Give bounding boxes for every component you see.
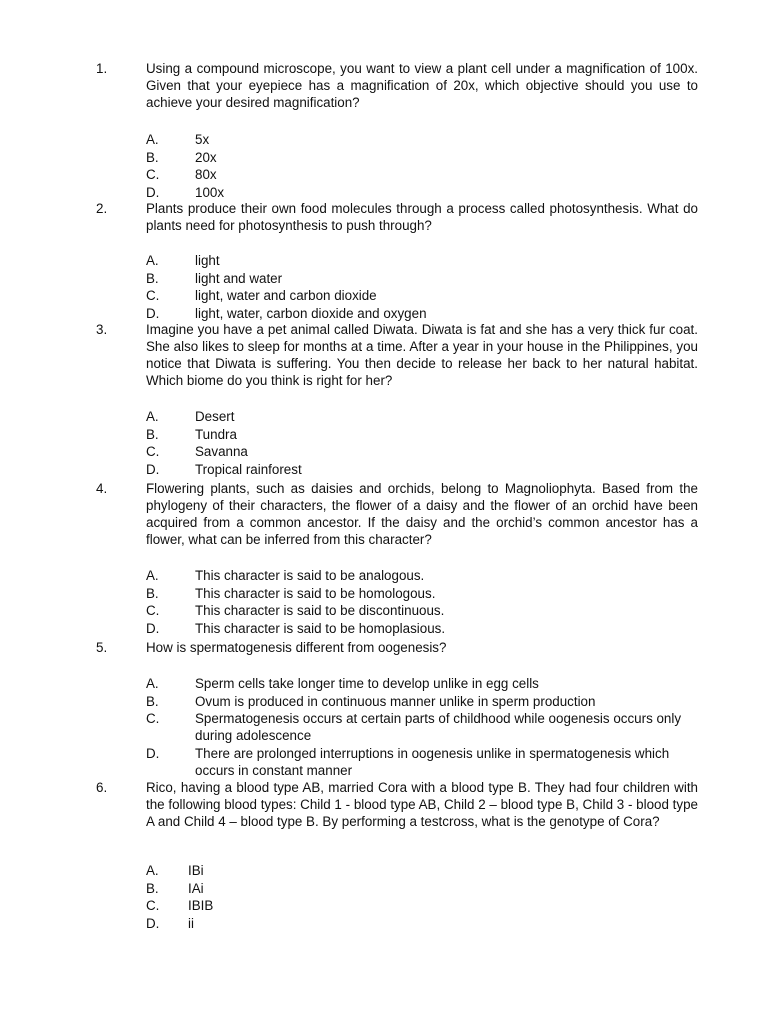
option-a bbox=[0, 675, 768, 693]
option-b bbox=[0, 149, 768, 167]
option-letter: A. bbox=[146, 863, 159, 878]
option-text: IBi bbox=[188, 863, 204, 878]
option-text: light and water bbox=[195, 270, 283, 286]
question-number: 3. bbox=[96, 322, 108, 337]
option-letter: A. bbox=[146, 676, 159, 691]
option-d bbox=[0, 620, 768, 638]
option-text: Ovum is produced in continuous manner unlike in sperm production bbox=[195, 693, 596, 709]
option-letter: B. bbox=[146, 880, 159, 896]
option-text: 100x bbox=[195, 184, 225, 200]
answer-options bbox=[0, 252, 768, 322]
option-text: light bbox=[195, 253, 220, 268]
option-text: IBIB bbox=[188, 898, 214, 913]
answer-options bbox=[0, 675, 768, 780]
question-number: 5. bbox=[96, 640, 108, 655]
option-text: Sperm cells take longer time to develop unlike in egg cells bbox=[195, 676, 539, 691]
option-a bbox=[0, 131, 768, 149]
option-b bbox=[0, 880, 768, 898]
option-c bbox=[0, 287, 768, 305]
option-a bbox=[0, 408, 768, 426]
option-letter: D. bbox=[146, 184, 160, 200]
option-letter: D. bbox=[146, 305, 160, 321]
option-letter: C. bbox=[146, 444, 160, 459]
option-letter: B. bbox=[146, 149, 159, 165]
option-text: This character is said to be analogous. bbox=[195, 568, 425, 583]
option-a bbox=[0, 862, 768, 880]
option-c bbox=[0, 443, 768, 461]
option-text: This character is said to be homologous. bbox=[195, 585, 436, 601]
answer-options bbox=[0, 131, 768, 201]
option-letter: B. bbox=[146, 270, 159, 286]
option-d bbox=[0, 461, 768, 479]
option-letter: A. bbox=[146, 568, 159, 583]
option-b bbox=[0, 426, 768, 444]
option-text: Tundra bbox=[195, 426, 237, 442]
option-text: light, water and carbon dioxide bbox=[195, 288, 377, 303]
option-d bbox=[0, 305, 768, 323]
option-letter: C. bbox=[146, 711, 160, 726]
option-text: Spermatogenesis occurs at certain parts of childhood while oogenesis occurs only during adolescence bbox=[195, 711, 682, 743]
option-c bbox=[0, 602, 768, 620]
answer-options bbox=[0, 862, 768, 932]
option-text: 20x bbox=[195, 149, 217, 165]
question-text: Using a compound microscope, you want to view a plant cell under a magnification of 100x. Given that your eyepiece has a magnification of 20x, which objective should you use to achieve your desired magnification? bbox=[146, 61, 698, 110]
option-letter: D. bbox=[146, 461, 160, 477]
question-text: Rico, having a blood type AB, married Cora with a blood type B. They had four children with the following blood types: Child 1 - blood type AB, Child 2 – blood type B, Child 3 - blood type A and Child 4 – blood type B. By performing a testcross, what is the genotype of Cora? bbox=[146, 780, 698, 829]
option-letter: C. bbox=[146, 288, 160, 303]
option-d bbox=[0, 184, 768, 202]
option-letter: D. bbox=[146, 620, 160, 636]
option-a bbox=[0, 252, 768, 270]
option-text: IAi bbox=[188, 880, 204, 896]
option-letter: D. bbox=[146, 915, 160, 931]
answer-options bbox=[0, 408, 768, 478]
option-text: 80x bbox=[195, 167, 217, 182]
option-text: Desert bbox=[195, 409, 235, 424]
option-text: There are prolonged interruptions in oogenesis unlike in spermatogenesis which occurs in constant manner bbox=[195, 746, 670, 778]
question-number: 2. bbox=[96, 201, 108, 216]
option-letter: A. bbox=[146, 253, 159, 268]
option-text: 5x bbox=[195, 132, 210, 147]
option-text: This character is said to be homoplasious. bbox=[195, 620, 446, 636]
option-c bbox=[0, 710, 768, 745]
option-b bbox=[0, 585, 768, 603]
question-text: How is spermatogenesis different from oogenesis? bbox=[146, 640, 447, 655]
question-text: Imagine you have a pet animal called Diwata. Diwata is fat and she has a very thick fur coat. She also likes to sleep for months at a time. After a year in your house in the Philippines, you notice that Diwata is suffering. You then decide to release her back to her natural habitat. Which biome do you think is right for her? bbox=[146, 322, 698, 388]
option-letter: C. bbox=[146, 603, 160, 618]
question-text: Flowering plants, such as daisies and orchids, belong to Magnoliophyta. Based from the phylogeny of their characters, the flower of a daisy and the flower of an orchid have been acquired from a common ancestor. If the daisy and the orchid’s common ancestor has a flower, what can be inferred from this character? bbox=[146, 481, 698, 547]
option-text: Savanna bbox=[195, 444, 248, 459]
option-letter: B. bbox=[146, 585, 159, 601]
question-number: 4. bbox=[96, 481, 108, 496]
option-text: ii bbox=[188, 915, 194, 931]
option-letter: A. bbox=[146, 409, 159, 424]
option-a bbox=[0, 567, 768, 585]
question-number: 6. bbox=[96, 780, 108, 795]
option-letter: C. bbox=[146, 167, 160, 182]
option-letter: A. bbox=[146, 132, 159, 147]
option-c bbox=[0, 166, 768, 184]
question-number: 1. bbox=[96, 61, 108, 76]
option-letter: B. bbox=[146, 426, 159, 442]
question-text: Plants produce their own food molecules through a process called photosynthesis. What do plants need for photosynthesis to push through? bbox=[146, 201, 698, 233]
option-letter: B. bbox=[146, 693, 159, 709]
option-text: light, water, carbon dioxide and oxygen bbox=[195, 305, 427, 321]
option-text: Tropical rainforest bbox=[195, 461, 302, 477]
option-b bbox=[0, 270, 768, 288]
option-d bbox=[0, 915, 768, 933]
option-c bbox=[0, 897, 768, 915]
option-text: This character is said to be discontinuous. bbox=[195, 603, 445, 618]
answer-options bbox=[0, 567, 768, 637]
option-b bbox=[0, 693, 768, 711]
option-d bbox=[0, 745, 768, 780]
option-letter: D. bbox=[146, 746, 160, 761]
option-letter: C. bbox=[146, 898, 160, 913]
